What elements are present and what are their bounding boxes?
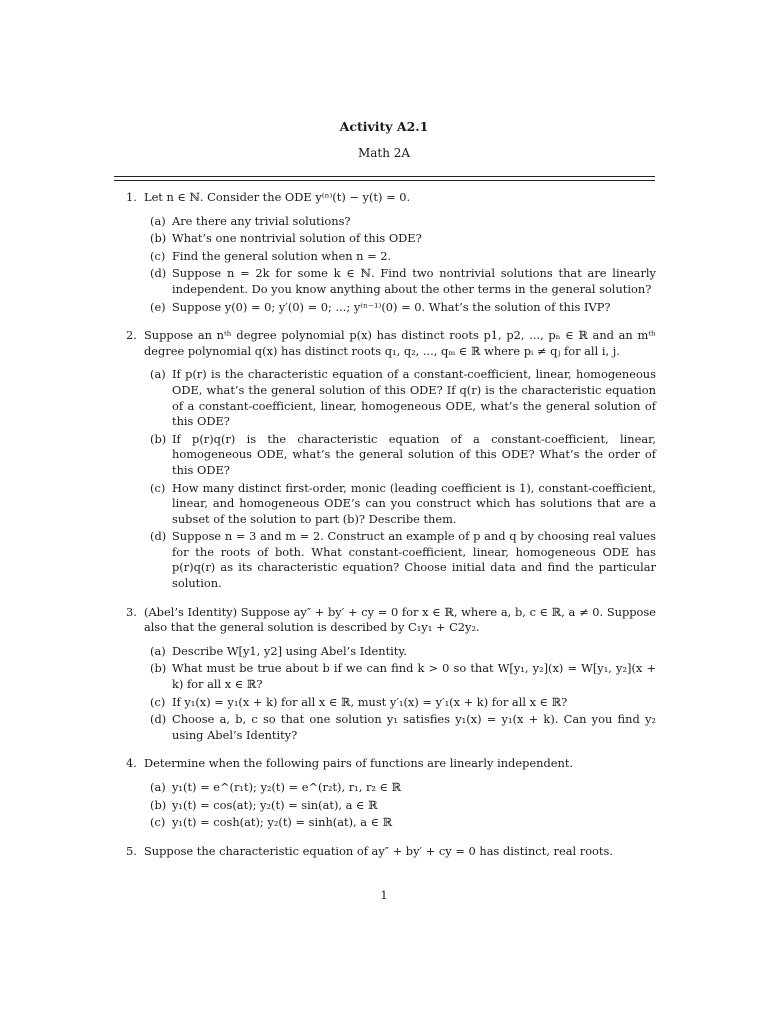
sub-question-text: y₁(t) = cosh(at); y₂(t) = sinh(at), a ∈ ℝ <box>172 815 393 830</box>
sub-question-label: (a) <box>150 367 166 382</box>
sub-question-text: If p(r) is the characteristic equation of a constant-coefficient, linear, homogeneous ODE, what’s the general solution of this ODE? If q(r) is the characteristic equation of a constant-coefficient, linear, homogeneous ODE, what’s the general solution of this ODE? <box>172 367 656 429</box>
sub-question-3c <box>144 695 656 711</box>
sub-question-text: y₁(t) = e^(r₁t); y₂(t) = e^(r₂t), r₁, r₂ ∈ ℝ <box>172 780 402 794</box>
sub-question-label: (d) <box>150 266 167 281</box>
sub-question-1e <box>144 300 656 316</box>
sub-question-label: (b) <box>150 661 167 676</box>
sub-question-text: Suppose n = 2k for some k ∈ ℕ. Find two nontrivial solutions that are linearly independent. Do you know anything about the other terms in the general solution? <box>172 266 656 296</box>
sub-question-text: If y₁(x) = y₁(x + k) for all x ∈ ℝ, must y′₁(x) = y′₁(x + k) for all x ∈ ℝ? <box>172 694 568 709</box>
sub-question-1c <box>144 249 656 265</box>
question-text: Let n ∈ ℕ. Consider the ODE y⁽ⁿ⁾(t) − y(t) = 0. <box>144 190 411 204</box>
question-number: 3. <box>126 604 137 619</box>
question-5 <box>126 844 656 860</box>
sub-question-2d <box>144 529 656 591</box>
question-number: 1. <box>126 190 137 204</box>
sub-question-4b <box>144 798 656 814</box>
question-number: 5. <box>126 843 137 858</box>
sub-question-text: Suppose n = 3 and m = 2. Construct an example of p and q by choosing real values for the roots of both. What constant-coefficient, linear, homogeneous ODE has p(r)q(r) as its characteristic equation? Choose initial data and find the particular solution. <box>172 529 656 591</box>
sub-question-label: (c) <box>150 248 166 263</box>
sub-question-text: Describe W[y1, y2] using Abel’s Identity. <box>172 643 407 658</box>
question-number: 4. <box>126 756 137 771</box>
question-number: 2. <box>126 328 137 343</box>
sub-question-3b <box>144 661 656 692</box>
sub-question-2a <box>144 367 656 429</box>
sub-question-text: How many distinct first-order, monic (leading coefficient is 1), constant-coefficient, linear, and homogeneous ODE’s can you construct which has solutions that are a subset of the solution to part (b)? Describe them. <box>172 480 656 526</box>
page-number: 1 <box>380 889 388 902</box>
sub-question-text: What must be true about b if we can find k > 0 so that W[y₁, y₂](x) = W[y₁, y₂](x + k) for all x ∈ ℝ? <box>172 661 656 692</box>
sub-question-label: (b) <box>150 431 167 446</box>
sub-question-label: (d) <box>150 529 167 544</box>
question-3 <box>126 605 656 744</box>
sub-question-label: (a) <box>150 213 166 228</box>
sub-question-4a <box>144 780 656 796</box>
sub-question-label: (d) <box>150 712 167 727</box>
sub-question-text: What’s one nontrivial solution of this ODE? <box>172 231 422 246</box>
question-text: (Abel’s Identity) Suppose ay″ + by′ + cy = 0 for x ∈ ℝ, where a, b, c ∈ ℝ, a ≠ 0. Suppose also that the general solution is described by C₁y₁ + C2y₂. <box>144 604 656 635</box>
sub-question-label: (b) <box>150 231 167 246</box>
sub-question-2c <box>144 481 656 528</box>
sub-question-3a <box>144 644 656 660</box>
document-subtitle: Math 2A <box>357 146 411 160</box>
sub-question-1a <box>144 214 656 230</box>
sub-question-text: If p(r)q(r) is the characteristic equation of a constant-coefficient, linear, homogeneous ODE, what’s the general solution of this ODE? What’s the order of this ODE? <box>172 431 656 477</box>
sub-question-label: (c) <box>150 480 166 495</box>
sub-question-1d <box>144 266 656 297</box>
sub-question-2b <box>144 432 656 479</box>
question-list <box>126 190 656 872</box>
sub-question-label: (a) <box>150 780 166 794</box>
question-text: Suppose the characteristic equation of ay″ + by′ + cy = 0 has distinct, real roots. <box>144 843 613 858</box>
sub-question-text: Choose a, b, c so that one solution y₁ satisfies y₁(x) = y₁(x + k). Can you find y₂ using Abel’s Identity? <box>172 712 656 742</box>
question-text: Determine when the following pairs of functions are linearly independent. <box>144 756 574 771</box>
sub-question-1b <box>144 231 656 247</box>
question-text: Suppose an nᵗʰ degree polynomial p(x) has distinct roots p1, p2, ..., pₙ ∈ ℝ and an mᵗʰ degree polynomial q(x) has distinct roots q₁, q₂, ..., qₘ ∈ ℝ where pᵢ ≠ qⱼ for all i, j. <box>144 328 656 358</box>
sub-question-3d <box>144 712 656 743</box>
sub-question-text: Find the general solution when n = 2. <box>172 248 392 263</box>
sub-question-text: y₁(t) = cos(at); y₂(t) = sin(at), a ∈ ℝ <box>172 797 378 812</box>
question-1 <box>126 190 656 315</box>
sub-question-4c <box>144 815 656 831</box>
question-4 <box>126 756 656 830</box>
sub-question-label: (b) <box>150 797 167 812</box>
sub-question-label: (a) <box>150 643 166 658</box>
sub-question-text: Suppose y(0) = 0; y′(0) = 0; ...; y⁽ⁿ⁻¹⁾(0) = 0. What’s the solution of this IVP? <box>172 299 611 314</box>
sub-question-label: (e) <box>150 299 166 314</box>
header-rule-top <box>114 176 655 177</box>
question-2 <box>126 328 656 592</box>
document-title: Activity A2.1 <box>339 119 429 134</box>
sub-question-label: (c) <box>150 694 166 709</box>
sub-question-label: (c) <box>150 815 166 830</box>
header-rule-bottom <box>114 180 655 181</box>
sub-question-text: Are there any trivial solutions? <box>172 213 351 228</box>
